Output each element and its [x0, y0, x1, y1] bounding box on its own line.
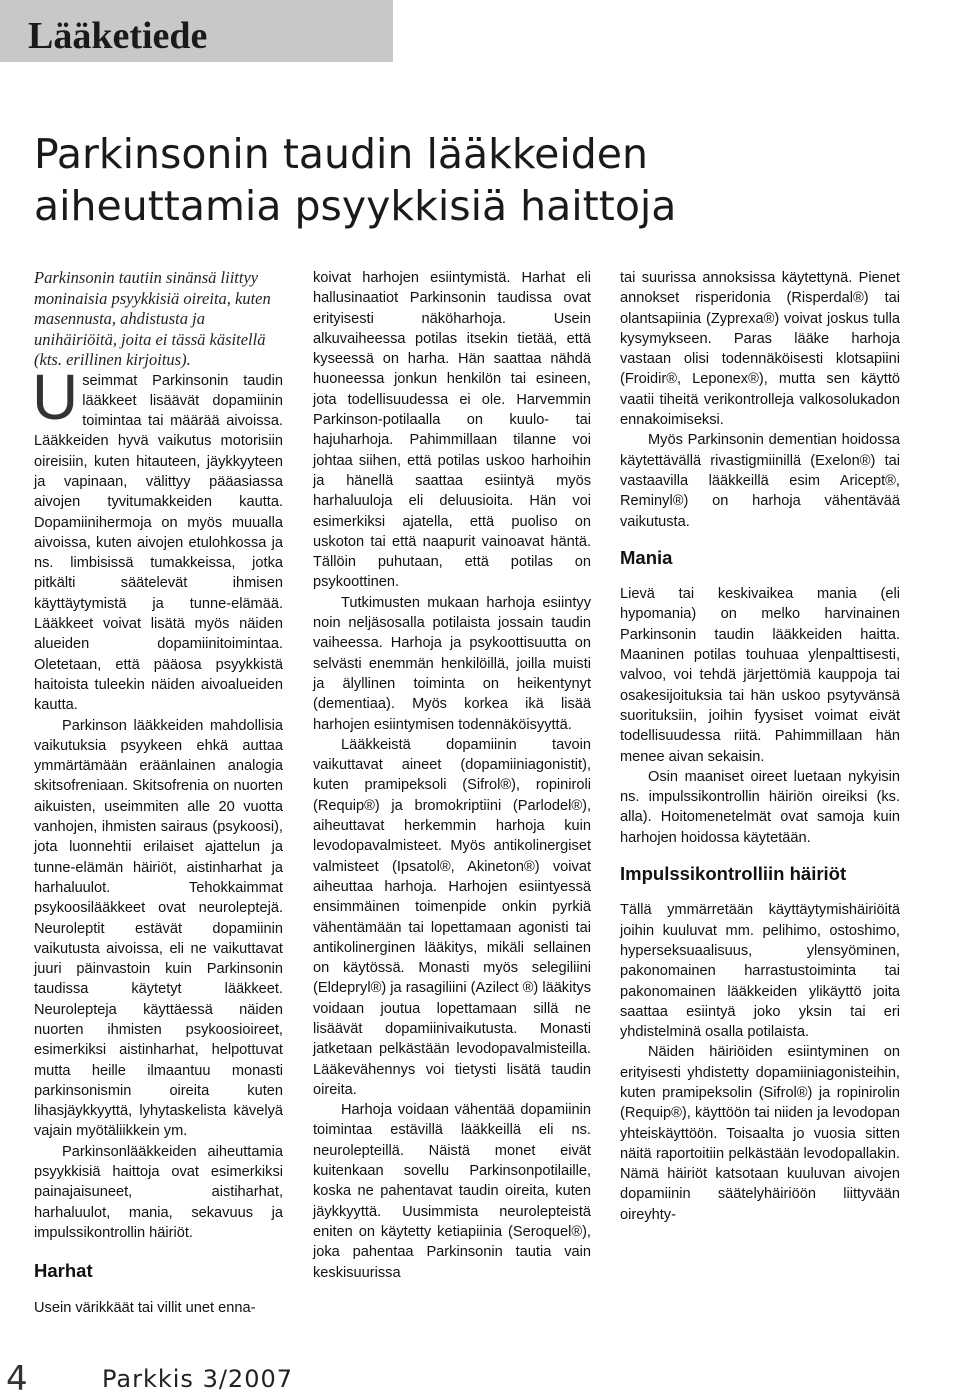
lead-text: seimmat Parkinsonin taudin lääkkeet lisäävät dopamiinin toimintaa tai määrää aivoissa. Lääkkeiden hyvä vaikutus motorisiin oireisiin, kuten hitauteen, jäykkyyteen ja vapinaan, välittyy pääasiassa aivojen tyvitumakkeiden kautta. Dopamiinihermoja on myös muualla aivoissa, kuten aivojen etulohkossa ja ns. limbisissä tumakkeissa, jotka pitkälti säätelevät ihmisen käyttäytymistä ja tunne-elämää. Lääkkeet voivat lisätä myös näiden alueiden dopamiinitoimintaa. Oletetaan, että pääosa psyykkistä haitoista tuleekin näiden aivoalueiden kautta.	[34, 372, 283, 714]
body-paragraph: Lievä tai keskivaikea mania (eli hypomania) on melko harvinainen Parkinsonin taudin lääkkeiden haitta. Maaninen potilas touhuaa ylenpalttisesti, valvoo, voi tehdä järjettömiä kauppoja tai osakesijoituksia tai hän uskoo psytyvänsä suorituksiin, joihin fyysiset voimat eivät todellisuudessa riitä. Pahimmillaan hän menee aivan sekaisin.	[620, 586, 900, 765]
body-paragraph: koivat harhojen esiintymistä. Harhat eli hallusinaatiot Parkinsonin taudissa ovat erityisesti näköharhoja. Usein alkuvaiheessa potilas itsekin tietää, että kyseessä on harha. Hän saattaa nähdä huoneessa jonkun henkilön tai esineen, jota todellisuudessa ei ole. Harvemmin Parkinson-potilaalla on kuulo- tai hajuharhoja. Pahimmillaan tilanne voi johtaa siihen, että potilas uskoo harhoihin ja hänellä saattaa esiintyä myös harhaluuloja eli deluusioita. Hän voi esimerkiksi ajatella, että puoliso on uskoton tai että naapurit vainoavat häntä. Tällöin puhutaan, että potilas on psykoottinen.	[313, 270, 591, 591]
page-number: 4	[6, 1359, 28, 1399]
subheading-mania: Mania	[620, 546, 673, 568]
column-2	[313, 268, 591, 1283]
article-title-line-1: Parkinsonin taudin lääkkeiden	[34, 130, 648, 178]
body-paragraph: Tutkimusten mukaan harhoja esiintyy noin neljäsosalla potilaista jossain taudin vaiheessa. Harhoja ja psykoottisuutta on selvästi enemmän henkilöillä, joilla muisti ja älyllinen toiminta on heikentynyt (dementiaa). Myös korkea ikä lisää harhojen esiintymisen todennäköisyyttä.	[313, 594, 591, 733]
subheading-harhat: Harhat	[34, 1260, 93, 1282]
intro-paragraph: Parkinsonin tautiin sinänsä liittyy moninaisia psyykkisiä oireita, kuten masennusta, ahdistusta ja unihäiriöitä, joita ei tässä käsitellä (kts. erillinen kirjoitus).	[34, 268, 271, 369]
body-paragraph: Harhoja voidaan vähentää dopamiinin toimintaa estävillä lääkkeillä eli ns. neurolepteillä. Näistä monet eivät kuitenkaan sovellu Parkinsonpotilaille, koska ne pahentavat taudin oireita, kuten jäykkyyttä. Uusimmista neurolepteistä eniten on käytetty ketiapiinia (Seroquel®), joka pahentaa Parkinsonin tautia vain keskisuurissa	[313, 1102, 591, 1281]
section-header-bar	[0, 0, 393, 62]
body-paragraph: Myös Parkinsonin dementian hoidossa käytettävällä rivastigmiinillä (Exelon®) tai vastaavilla lääkkeillä esim Aricept®, Reminyl®) on harhoja vähentävää vaikutusta.	[620, 432, 900, 530]
magazine-issue: Parkkis 3/2007	[102, 1365, 293, 1393]
body-paragraph: tai suurissa annoksissa käytettynä. Pienet annokset risperidonia (Risperdal®) tai olantsapiinia (Zyprexa®) voivat joskus tulla kysymykseen. Paras lääke harhoja vastaan olisi todennäköisesti klotsapiini (Froidir®, Leponex®), mutta sen käyttö vaatii tiheitä verikontrolleja valkosolukadon ennakoimiseksi.	[620, 270, 900, 429]
body-paragraph: Lääkkeistä dopamiinin tavoin vaikuttavat aineet (dopamiiniagonistit), kuten pramipeksoli (Sifrol®), ropiniroli (Requip®) ja bromokriptiini (Parlodel®), aiheuttavat herkemmin harhoja kuin levodopavalmisteet. Myös antikolinergiset valmisteet (Ipsatol®, Akineton®) voivat aiheuttaa harhoja. Harhojen esiintyessä ensimmäinen toimenpide onkin pyrkiä vähentämään tai lopettamaan agonisti tai antikolinerginen lääkitys, mikäli sellainen on käytössä. Monasti myös selegiliini (Eldepryl®) ja rasagiliini (Azilect ®) lääkitys voidaan joutua lopettamaan sillä ne lisäävät dopamiinivaikutusta. Monasti jatketaan pelkästään levodopavalmisteilla. Lääkevähennys voi tietysti lisätä taudin oireita.	[313, 736, 591, 1098]
column-1	[34, 268, 283, 1318]
body-paragraph: Parkinsonlääkkeiden aiheuttamia psyykkisiä haittoja ovat esimerkiksi painajaisuneet, aistiharhat, harhaluulot, mania, sekavuus ja impulssikontrollin häiriöt.	[34, 1143, 283, 1241]
article-title-line-2: aiheuttamia psyykkisiä haittoja	[34, 182, 677, 230]
subheading-impulssikontrolli: Impulssikontrolliin häiriöt	[620, 863, 847, 885]
lead-paragraph	[32, 360, 283, 716]
section-label: Lääketiede	[28, 15, 208, 57]
body-paragraph: Parkinson lääkkeiden mahdollisia vaikutuksia psyykeen ehkä auttaa ymmärtämään eräänlainen analogia skitsofreniaan. Skitsofrenia on nuorten aikuisten, useimmiten alle 20 vuotta vanhojen, ihmisten sairaus (psykoosi), jota luonnehtii erilaiset ajattelun ja tunne-elämän häiriöt, aistinharhat ja harhaluulot. Tehokkaimmat psykoosilääkkeet ovat neuroleptejä. Neuroleptit estävät dopamiinin vaikutusta aivoissa, eli ne vaikuttavat juuri päinvastoin kuin Parkinsonin taudissa käytetyt lääkkeet. Neurolepteja käyttäessä näiden nuorten ihmisten psykoosioireet, esimerkiksi aistinharhat, helpottuvat mutta heille ilmaantuu monasti parkinsonismin oireita kuten lihasjäykkyyttä, lyhytaskelista kävelyä vajain myötäliikkein ym.	[34, 717, 283, 1140]
body-paragraph: Näiden häiriöiden esiintyminen on erityisesti yhdistetty dopamiiniagonisteihin, kuten pramipeksolin (Sifrol®) ja ropinirolin (Requip®), käyttöön tai niiden ja levodopan yhteiskäyttöön. Toisaalta jo vuosia sitten näitä raportoitiin pelkästään levodopallakin. Nämä häiriöt katsotaan kuuluvan aivojen dopamiinin säätelyhäiriöön liittyvään oireyhty-	[620, 1044, 900, 1223]
body-paragraph: Tällä ymmärretään käyttäytymishäiriöitä joihin kuuluvat mm. pelihimo, ostoshimo, hyperseksuaalisuus, ylensyöminen, pakonomainen harrastustoiminta tai pakonomainen lääkkeiden ylikäyttö joita saattaa esiintyä joko yksin tai eri yhdistelminä osalla potilaista.	[620, 902, 900, 1041]
column-3	[620, 268, 900, 1225]
page-footer	[6, 1359, 406, 1399]
body-paragraph: Usein värikkäät tai villit unet enna-	[34, 1299, 256, 1316]
body-paragraph: Osin maaniset oireet luetaan nykyisin ns. impulssikontrollin häiriön oireiksi (ks. alla). Hoitomenetelmät ovat samoja kuin harhojen hoidossa käytetään.	[620, 768, 900, 846]
article-title	[34, 128, 934, 232]
drop-cap: U	[32, 360, 79, 433]
